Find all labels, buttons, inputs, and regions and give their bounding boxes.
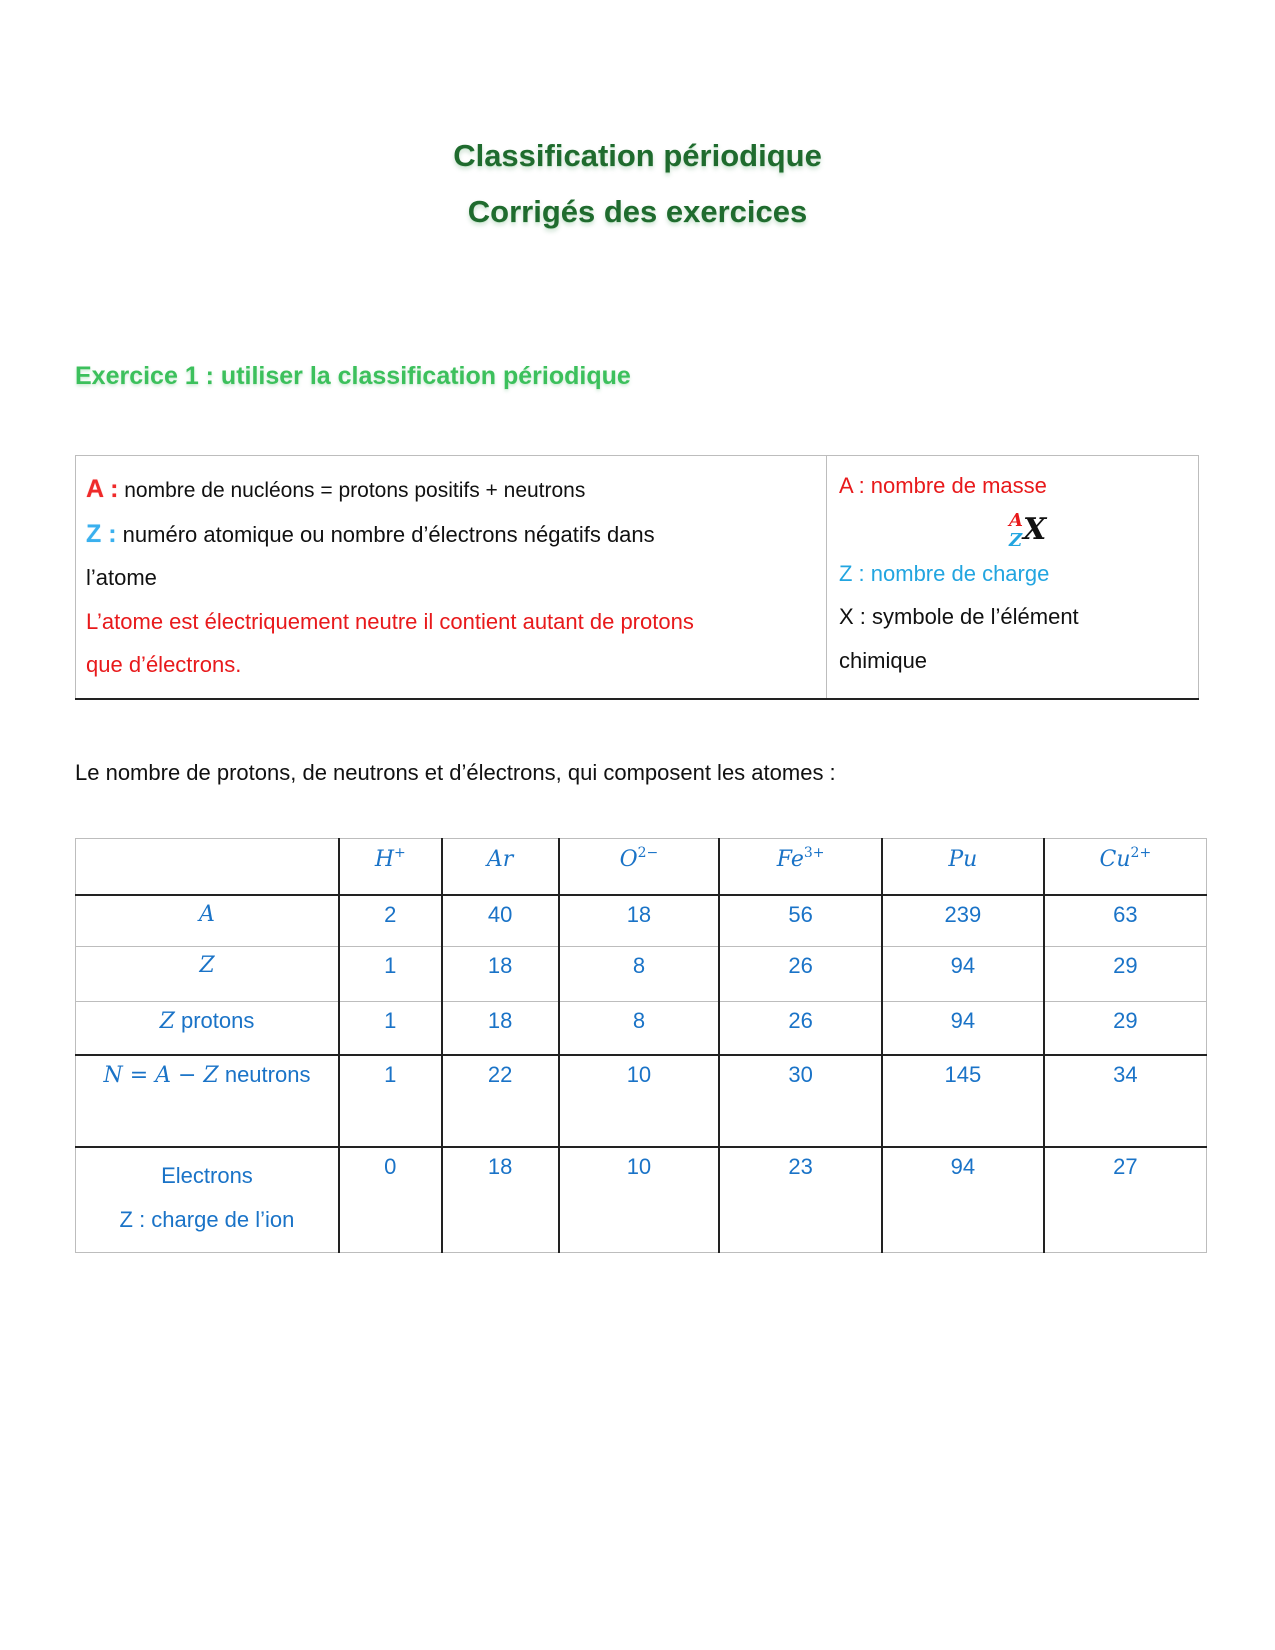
row-label-neutrons: N = A − Z neutrons — [76, 1055, 339, 1147]
species-header: Pu — [882, 839, 1044, 895]
table-row — [76, 1055, 1207, 1147]
table-cell: 56 — [719, 895, 882, 947]
table-cell: 1 — [339, 1002, 442, 1055]
mass-number-line: A : nombre de masse — [839, 473, 1047, 498]
table-cell: 0 — [339, 1147, 442, 1253]
table-cell: 2 — [339, 895, 442, 947]
table-cell: 1 — [339, 1055, 442, 1147]
table-cell: 30 — [719, 1055, 882, 1147]
table-cell: 145 — [882, 1055, 1044, 1147]
definitions-left-cell — [76, 456, 827, 700]
table-cell: 94 — [882, 947, 1044, 1002]
def-a-line — [86, 468, 816, 513]
neutral-line-2: que d’électrons. — [86, 652, 242, 677]
species-header: Ar — [442, 839, 559, 895]
symbol-line-2: chimique — [839, 647, 928, 673]
table-row — [76, 895, 1207, 947]
title-line-2: Corrigés des exercices — [467, 194, 808, 229]
table-cell: 18 — [442, 1002, 559, 1055]
table-cell: 34 — [1044, 1055, 1207, 1147]
table-cell: 18 — [442, 947, 559, 1002]
table-cell: 1 — [339, 947, 442, 1002]
row-label-protons: Z protons — [76, 1002, 339, 1055]
table-cell: 40 — [442, 895, 559, 947]
table-cell: 22 — [442, 1055, 559, 1147]
table-corner-cell — [76, 839, 339, 895]
table-row — [76, 947, 1207, 1002]
table-row — [76, 1002, 1207, 1055]
definitions-right-cell — [827, 456, 1199, 700]
species-header: $O^{2-}$ — [559, 839, 720, 895]
table-cell: 27 — [1044, 1147, 1207, 1253]
charge-number-line: Z : nombre de charge — [839, 560, 1050, 586]
table-cell: 10 — [559, 1055, 720, 1147]
document-title — [0, 128, 1275, 240]
intro-text: Le nombre de protons, de neutrons et d’électrons, qui composent les atomes : — [75, 760, 836, 785]
table-cell: 26 — [719, 947, 882, 1002]
row-label-A: A — [76, 895, 339, 947]
nuclide-symbol: X — [1023, 511, 1047, 547]
species-header: $Fe^{3+}$ — [719, 839, 882, 895]
table-cell: 18 — [442, 1147, 559, 1253]
z-symbol: Z : — [86, 519, 117, 548]
table-header-row — [76, 839, 1207, 895]
a-symbol: A : — [86, 475, 119, 503]
table-cell: 29 — [1044, 947, 1207, 1002]
nuclide-mass-number: A — [1009, 509, 1023, 531]
table-row — [76, 1147, 1207, 1253]
z-definition: numéro atomique ou nombre d’électrons négatifs dans — [116, 521, 655, 547]
def-z-line-cont: l’atome — [86, 565, 157, 590]
table-cell: 23 — [719, 1147, 882, 1253]
row-label-electrons: Electrons Z : charge de l’ion — [76, 1147, 339, 1253]
symbol-line-1: X : symbole de l’élément — [839, 604, 1079, 629]
table-cell: 29 — [1044, 1002, 1207, 1055]
definitions-table — [75, 455, 1199, 700]
table-cell: 94 — [882, 1147, 1044, 1253]
table-cell: 63 — [1044, 895, 1207, 947]
table-cell: 10 — [559, 1147, 720, 1253]
species-header: $Cu^{2+}$ — [1044, 839, 1207, 895]
row-label-Z: Z — [76, 947, 339, 1002]
def-z-line — [86, 513, 816, 557]
table-cell: 8 — [559, 1002, 720, 1055]
exercise-heading: Exercice 1 : utiliser la classification périodique — [75, 362, 631, 390]
nuclide-notation — [839, 508, 1188, 552]
species-header: H+ — [339, 839, 442, 895]
table-cell: 26 — [719, 1002, 882, 1055]
a-definition: nombre de nucléons = protons positifs + neutrons — [118, 479, 586, 502]
neutral-line-1: L’atome est électriquement neutre il contient autant de protons — [86, 608, 694, 634]
nuclide-atomic-number: Z — [1009, 529, 1023, 551]
table-cell: 239 — [882, 895, 1044, 947]
table-cell: 8 — [559, 947, 720, 1002]
atoms-table — [75, 838, 1207, 1253]
title-line-1: Classification périodique — [453, 138, 822, 173]
table-cell: 94 — [882, 1002, 1044, 1055]
table-cell: 18 — [559, 895, 720, 947]
